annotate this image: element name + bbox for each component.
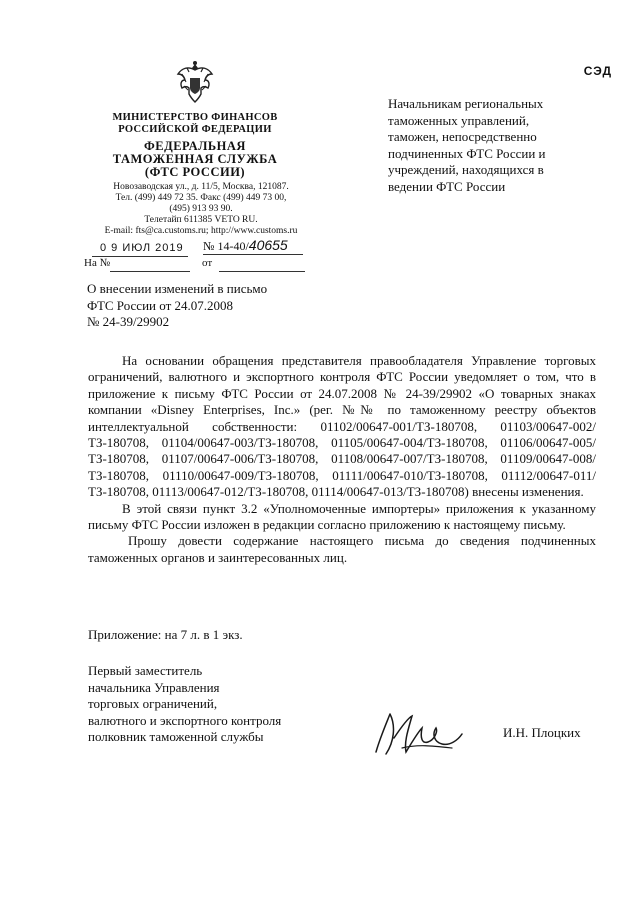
service-line: ТАМОЖЕННАЯ СЛУЖБА	[112, 152, 278, 166]
addressee-line: подчиненных ФТС России и	[388, 145, 546, 161]
contact-teletype: Телетайп 611385 VETO RU.	[144, 215, 258, 225]
subject-line: ФТС России от 24.07.2008	[87, 297, 234, 313]
signer-position	[88, 663, 281, 746]
contact-phone-2: (495) 913 93 90.	[169, 204, 233, 214]
contact-block	[98, 182, 304, 237]
contact-email: E-mail: fts@ca.customs.ru; http://www.customs.ru	[104, 226, 298, 236]
ministry-line: РОССИЙСКОЙ ФЕДЕРАЦИИ	[118, 124, 272, 135]
addressee-block	[388, 96, 598, 195]
service-line: ФЕДЕРАЛЬНАЯ	[144, 139, 246, 153]
sed-stamp: СЭД	[583, 64, 612, 78]
position-line: валютного и экспортного контроля	[88, 712, 282, 728]
position-line: начальника Управления	[88, 679, 220, 695]
attachment-note: Приложение: на 7 л. в 1 экз.	[88, 627, 243, 642]
ministry-heading	[100, 112, 290, 136]
subject-line: № 24-39/29902	[87, 314, 170, 329]
number-handwritten: 40655	[248, 237, 288, 253]
body-paragraph: В этой связи пункт 3.2 «Уполномоченные импортеры» приложения к указанному письму ФТС России изложен в редакции согласно приложению к настоящему письму.	[88, 500, 596, 533]
reply-to-label: На №	[84, 257, 111, 269]
addressee-line: таможенных управлений,	[388, 112, 530, 128]
subject-line: О внесении изменений в письмо	[87, 281, 268, 296]
position-line: полковник таможенной службы	[88, 729, 264, 744]
registration-date	[100, 242, 184, 254]
body-paragraph: На основании обращения представителя правообладателя Управление торговых ограничений, валютного и экспортного контроля ФТС России уведомляет о том, что в приложение к письму ФТС России от 24.07.2008 № 24-39/29902 «О товарных знаках компании «Disney Enterprises, Inc.» (рег. №№ по таможенному реестру объектов интеллектуальной собственности: 01102/00647-001/ТЗ-180708, 01103/00647-002/ТЗ-180708, 01104/00647-003/ТЗ-180708, 01105/00647-004/ТЗ-180708, 01106/00647-005/ТЗ-180708, 01107/00647-006/ТЗ-180708, 01108/00647-007/ТЗ-180708, 01109/00647-008/ТЗ-180708, 01110/00647-009/ТЗ-180708, 01111/00647-010/ТЗ-180708, 01112/00647-011/ТЗ-180708, 01113/00647-012/ТЗ-180708, 01114/00647-013/ТЗ-180708) внесены изменения.	[88, 353, 596, 500]
body-paragraph: Прошу довести содержание настоящего письма до сведения подчиненных таможенных органов и заинтересованных лиц.	[88, 533, 596, 565]
letter-body	[88, 353, 596, 566]
position-line: Первый заместитель	[88, 663, 203, 678]
reply-from-label: от	[202, 257, 213, 269]
contact-phone: Тел. (499) 449 72 35. Факс (499) 449 73 00,	[115, 193, 287, 203]
date-value: 0 9 ИЮЛ 2019	[100, 242, 184, 254]
service-line: (ФТС РОССИИ)	[144, 165, 246, 179]
reply-to-field	[110, 271, 190, 272]
number-underline	[203, 254, 303, 255]
outgoing-number	[203, 237, 288, 254]
position-line: торговых ограничений,	[88, 696, 218, 711]
addressee-line: учреждений, находящихся в	[388, 162, 544, 177]
reply-from-field	[219, 271, 305, 272]
ministry-line: МИНИСТЕРСТВО ФИНАНСОВ	[112, 112, 278, 123]
handwritten-signature	[372, 708, 464, 758]
addressee-line: ведении ФТС России	[388, 178, 506, 194]
addressee-line: Начальникам региональных	[388, 96, 544, 111]
service-heading	[100, 140, 290, 179]
coat-of-arms-emblem	[176, 60, 214, 104]
number-prefix: № 14-40/	[203, 239, 249, 253]
contact-address: Новозаводская ул., д. 11/5, Москва, 121087.	[113, 182, 289, 192]
signer-name: И.Н. Плоцких	[503, 725, 581, 740]
subject-block	[87, 281, 267, 331]
addressee-line: таможен, непосредственно	[388, 129, 537, 144]
